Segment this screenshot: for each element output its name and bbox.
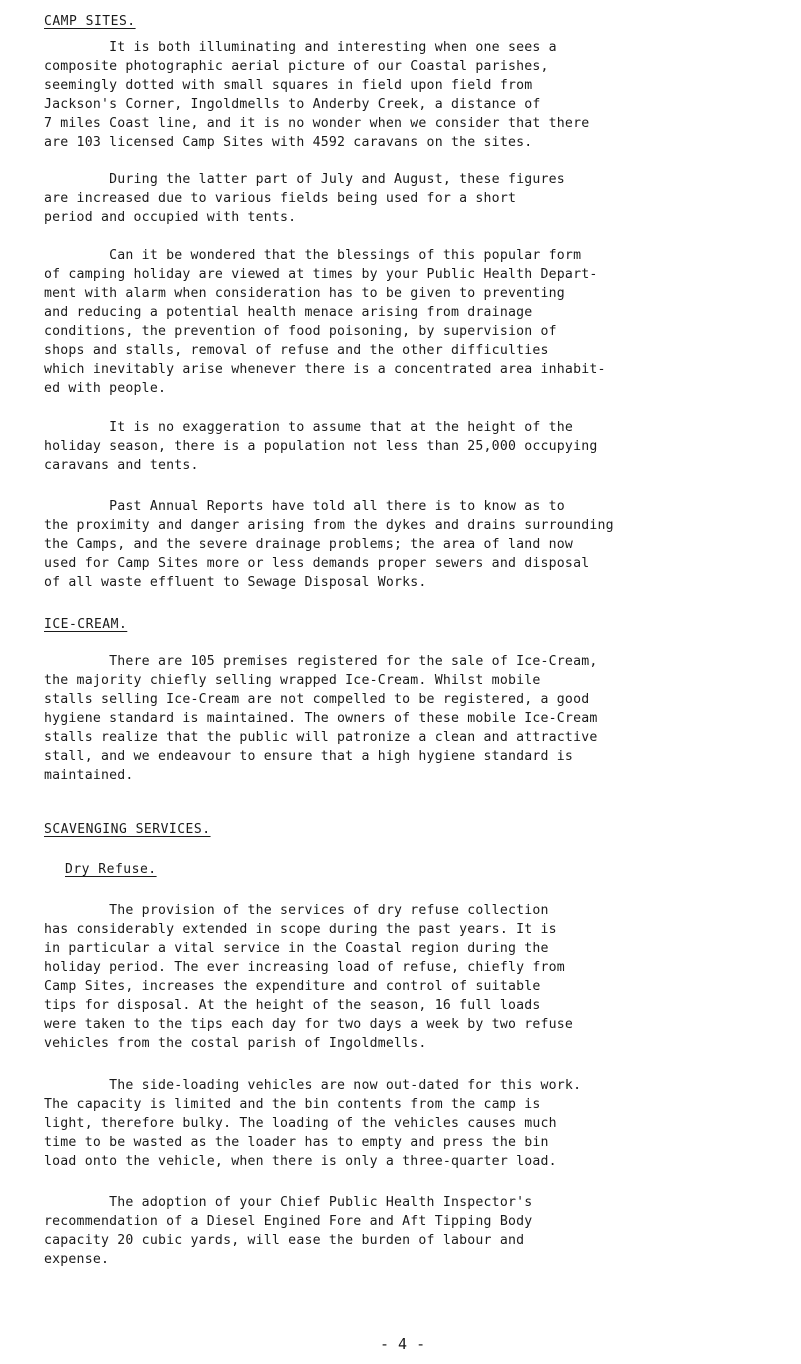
text-line: are increased due to various fields being used for a short [44, 191, 517, 206]
text-line: holiday period. The ever increasing load of refuse, chiefly from [44, 960, 565, 975]
text-line: It is no exaggeration to assume that at the height of the [44, 420, 574, 435]
text-line: vehicles from the costal parish of Ingoldmells. [44, 1036, 427, 1051]
text-line: caravans and tents. [44, 458, 199, 473]
text-line: light, therefore bulky. The loading of the vehicles causes much [44, 1116, 557, 1131]
text-line: shops and stalls, removal of refuse and the other difficulties [44, 343, 549, 358]
camp-sites-paragraph-5 [44, 497, 794, 592]
text-line: were taken to the tips each day for two days a week by two refuse [44, 1017, 574, 1032]
scavenging-paragraph-2 [44, 1076, 794, 1171]
camp-sites-paragraph-1 [44, 38, 794, 152]
text-line: stalls selling Ice-Cream are not compelled to be registered, a good [44, 692, 590, 707]
text-line: the Camps, and the severe drainage problems; the area of land now [44, 537, 574, 552]
camp-sites-heading: CAMP SITES. [44, 14, 136, 29]
text-line: capacity 20 cubic yards, will ease the burden of labour and [44, 1233, 525, 1248]
ice-cream-heading: ICE-CREAM. [44, 617, 128, 632]
text-line: recommendation of a Diesel Engined Fore and Aft Tipping Body [44, 1214, 533, 1229]
text-line: ed with people. [44, 381, 167, 396]
text-line: It is both illuminating and interesting when one sees a [44, 40, 557, 55]
text-line: The side-loading vehicles are now out-dated for this work. [44, 1078, 582, 1093]
text-line: maintained. [44, 768, 134, 783]
text-line: of camping holiday are viewed at times by your Public Health Depart- [44, 267, 598, 282]
text-line: in particular a vital service in the Coastal region during the [44, 941, 549, 956]
scavenging-paragraph-3 [44, 1193, 794, 1269]
text-line: stalls realize that the public will patronize a clean and attractive [44, 730, 598, 745]
text-line: of all waste effluent to Sewage Disposal Works. [44, 575, 427, 590]
text-line: the proximity and danger arising from the dykes and drains surrounding [44, 518, 614, 533]
scavenging-services-heading: SCAVENGING SERVICES. [44, 822, 211, 837]
text-line: expense. [44, 1252, 110, 1267]
camp-sites-paragraph-4 [44, 418, 794, 475]
text-line: are 103 licensed Camp Sites with 4592 caravans on the sites. [44, 135, 533, 150]
ice-cream-paragraph-1 [44, 652, 794, 785]
text-line: load onto the vehicle, when there is only a three-quarter load. [44, 1154, 557, 1169]
text-line: The provision of the services of dry refuse collection [44, 903, 549, 918]
text-line: ment with alarm when consideration has to be given to preventing [44, 286, 565, 301]
text-line: composite photographic aerial picture of our Coastal parishes, [44, 59, 549, 74]
text-line: the majority chiefly selling wrapped Ice-Cream. Whilst mobile [44, 673, 541, 688]
scavenging-paragraph-1 [44, 901, 794, 1053]
dry-refuse-subheading: Dry Refuse. [65, 862, 157, 877]
text-line: used for Camp Sites more or less demands proper sewers and disposal [44, 556, 590, 571]
text-line: stall, and we endeavour to ensure that a high hygiene standard is [44, 749, 574, 764]
text-line: During the latter part of July and August, these figures [44, 172, 565, 187]
camp-sites-paragraph-3 [44, 246, 794, 398]
text-line: Jackson's Corner, Ingoldmells to Anderby Creek, a distance of [44, 97, 541, 112]
text-line: Can it be wondered that the blessings of this popular form [44, 248, 582, 263]
text-line: tips for disposal. At the height of the season, 16 full loads [44, 998, 541, 1013]
text-line: has considerably extended in scope during the past years. It is [44, 922, 557, 937]
text-line: hygiene standard is maintained. The owners of these mobile Ice-Cream [44, 711, 598, 726]
text-line: 7 miles Coast line, and it is no wonder when we consider that there [44, 116, 590, 131]
text-line: and reducing a potential health menace arising from drainage [44, 305, 533, 320]
camp-sites-paragraph-2 [44, 170, 794, 227]
text-line: which inevitably arise whenever there is a concentrated area inhabit- [44, 362, 606, 377]
text-line: Past Annual Reports have told all there is to know as to [44, 499, 565, 514]
text-line: There are 105 premises registered for the sale of Ice-Cream, [44, 654, 598, 669]
text-line: conditions, the prevention of food poisoning, by supervision of [44, 324, 557, 339]
text-line: time to be wasted as the loader has to empty and press the bin [44, 1135, 549, 1150]
text-line: The adoption of your Chief Public Health Inspector's [44, 1195, 533, 1210]
page-number: - 4 - [380, 1335, 426, 1353]
text-line: Camp Sites, increases the expenditure and control of suitable [44, 979, 541, 994]
text-line: period and occupied with tents. [44, 210, 297, 225]
text-line: The capacity is limited and the bin contents from the camp is [44, 1097, 541, 1112]
text-line: seemingly dotted with small squares in field upon field from [44, 78, 533, 93]
text-line: holiday season, there is a population not less than 25,000 occupying [44, 439, 598, 454]
